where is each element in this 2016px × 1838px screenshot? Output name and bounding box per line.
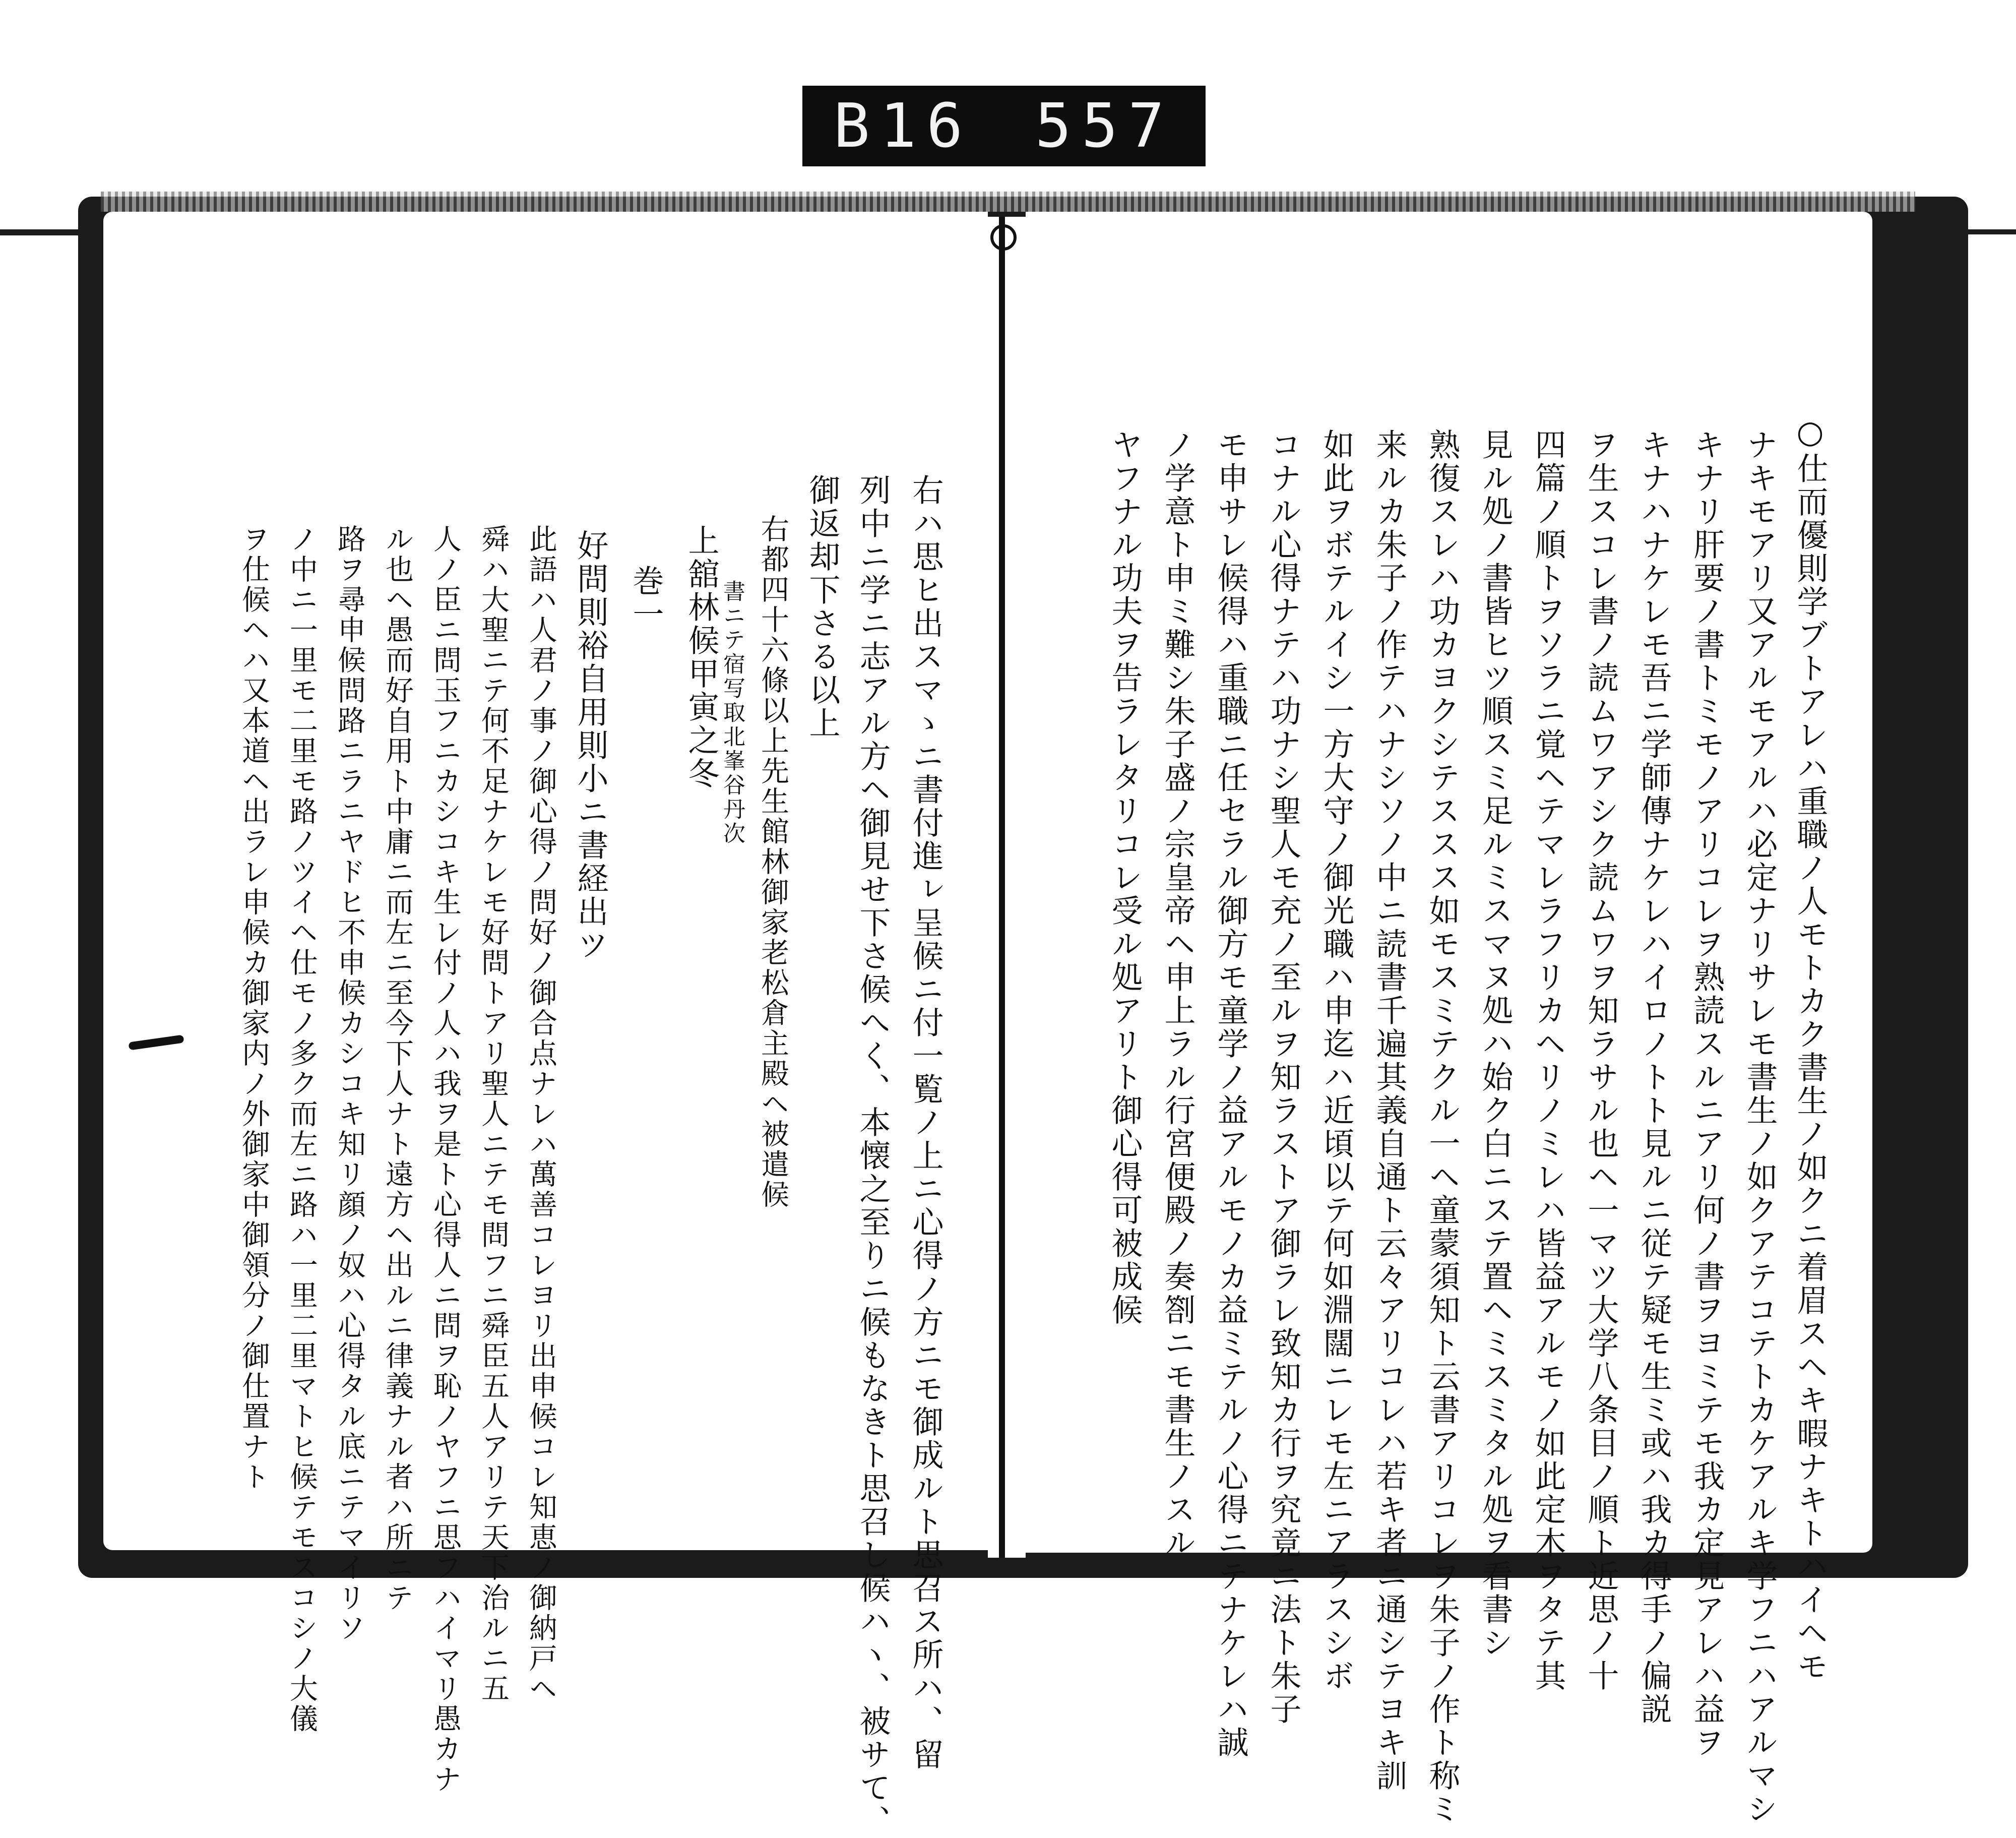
right-line-4: キナハナケレモ吾ニ学師傳ナケレハイロノトト見ルニ従テ疑モ生ミ或ハ我カ得手ノ偏説 [1635, 428, 1672, 1726]
left-line-3: 御返却下さる以上 [804, 474, 841, 740]
left-line-13: 路ヲ尋申候問路ニラニヤドヒ不申候カシコキ知リ顔ノ奴ハ心得タル底ニテマイリソ [333, 524, 366, 1643]
right-line-13: ノ学意ト申ミ難シ朱子盛ノ宗皇帝ヘ申上ラル行宮便殿ノ奏劄ニモ書生ノスル [1159, 428, 1196, 1560]
right-line-10: 如此ヲボテルイシ一方大守ノ御光職ハ申迄ハ近頃以テ何如淵闊ニレモ左ニアラスシボ [1318, 428, 1355, 1693]
right-line-2: ナキモアリ又アルモアルハ必定ナリサレモ書生ノ如クアテコテトカケアルキ学フニハアルマシ [1741, 428, 1778, 1826]
right-line-3: キナリ肝要ノ書トミモノアリコレヲ熟読スルニアリ何ノ書ヲヨミテモ我カ定見アレハ益ヲ [1688, 428, 1725, 1759]
left-line-6: 上舘林候甲寅之冬 [683, 524, 720, 790]
right-line-8: 熟復スレハ功カヨクシテススス如モスミテクル一ヘ童蒙須知ト云書アリコレヲ朱子ノ作ト称ミ [1424, 428, 1461, 1826]
right-line-1: ○仕而優則学ブトアレハ重職ノ人モトカク書生ノ如クニ着眉スヘキ暇ナキトハイヘモ [1792, 413, 1829, 1683]
right-line-6: 四篇ノ順トヲソラニ覚ヘテマレラフリカヘリノミレハ皆益アルモノ如此定木ヲタテ其 [1530, 428, 1566, 1693]
archive-label-right: 557 [1035, 91, 1175, 161]
left-line-9: 此語ハ人君ノ事ノ御心得ノ問好ノ御合点ナレハ萬善コレヨリ出申候コレ知恵ノ御納戸ヘ [525, 524, 557, 1704]
book-top-edge [101, 192, 1915, 212]
right-line-11: コナル心得ナテハ功ナシ聖人モ充ノ至ルヲ知ラストア御ラレ致知カ行ヲ究竟ニ法ト朱子 [1265, 428, 1302, 1726]
left-line-2: 列中ニ学ニ志アル方ヘ御見せ下さ候へく、本懐之至りニ候もなきト思召し候ハヽ、被サて、 [854, 474, 891, 1838]
left-line-11: 人ノ臣ニ問玉フニカシコキ生レ付ノ人ハ我ヲ是ト心得人ニ問ヲ恥ノヤフニ思フハイマリ愚カナ [429, 524, 462, 1795]
left-line-4: 右都四十六條以上先生館林御家老松倉主殿ヘ被遣候 [757, 514, 789, 1210]
left-line-14: ノ中ニ一里モ二里モ路ノツイヘ仕モノ多ク而左ニ路ハ一里二里マトヒ候テモスコシノ大儀 [285, 524, 318, 1734]
left-line-15: ヲ仕候ヘハ又本道ヘ出ラレ申候カ御家内ノ外御家中御領分ノ御仕置ナト [237, 524, 270, 1492]
left-line-8: 好問則裕自用則小ニ書経出ツ [572, 529, 609, 962]
right-line-9: 来ルカ朱子ノ作テハナシソノ中ニ読書千遍其義自通ト云々アリコレハ若キ者ニ通シテヨキ訓 [1371, 428, 1408, 1793]
archive-label [802, 86, 1206, 166]
left-line-12: ル也ヘ愚而好自用ト中庸ニ而左ニ至今下人ナト遠方ヘ出ルニ律義ナル者ハ所ニテ [381, 524, 414, 1613]
left-line-10: 舜ハ大聖ニテ何不足ナケレモ好問トアリ聖人ニテモ問フニ舜臣五人アリテ天下治ルニ五 [477, 524, 510, 1704]
right-line-14: ヤフナル功夫ヲ告ラレタリコレ受ル処アリト御心得可被成候 [1106, 428, 1143, 1327]
left-line-1: 右ハ思ヒ出スマゝニ書付進ㇾ呈候ニ付一覧ノ上ニ心得ノ方ニモ御成ルト思召ス所ハ、留 [907, 474, 944, 1771]
right-line-7: 見ル処ノ書皆ヒツ順スミ足ルミスマヌ処ハ始ク白ニステ置ヘミスミタル処ヲ看書シ [1477, 428, 1514, 1660]
spine-ornament-icon [990, 224, 1017, 251]
right-line-5: ヲ生スコレ書ノ読ムワアシク読ムワヲ知ラサル也ヘ一マツ大学八条目ノ順ト近思ノ十 [1583, 428, 1619, 1693]
left-line-7: 巻一 [627, 565, 664, 631]
archive-label-left: B16 [833, 91, 973, 161]
right-line-12: モ申サレ候得ハ重職ニ任セラル御方モ童学ノ益アルモノカ益ミテルノ心得ニテナケレハ誠 [1212, 428, 1249, 1759]
left-line-5: 書ニテ宿写取北峯谷丹次 [719, 580, 745, 846]
book-gutter [988, 217, 1026, 1558]
